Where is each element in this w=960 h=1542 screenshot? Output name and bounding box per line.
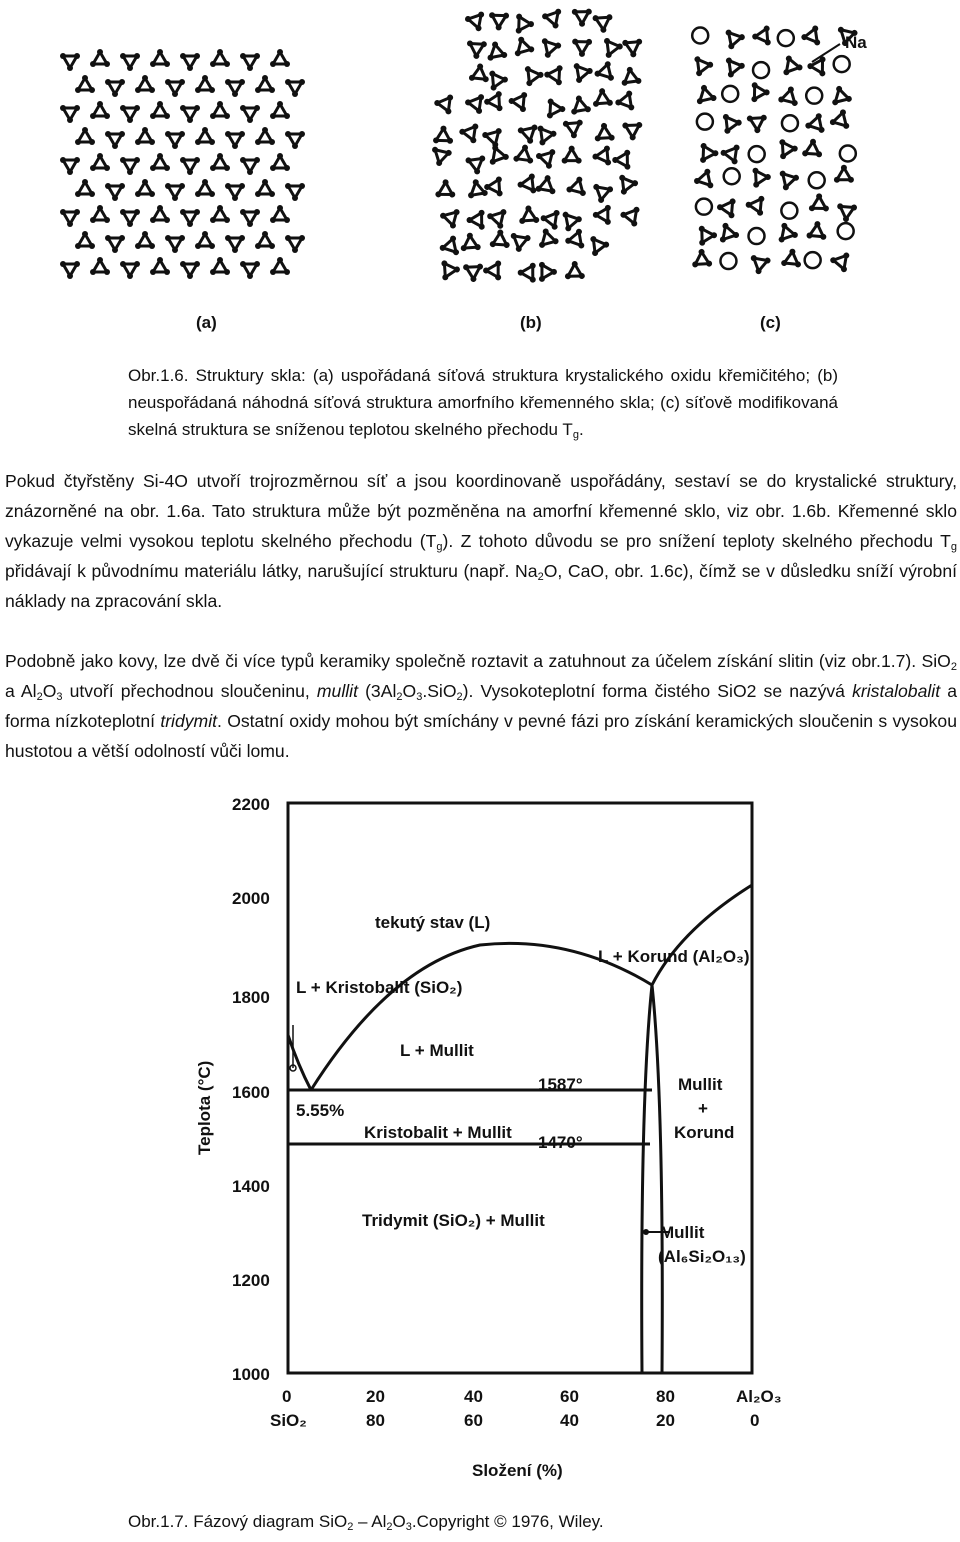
tetrahedron-unit xyxy=(464,93,489,117)
tetrahedron-unit xyxy=(829,108,856,135)
tetrahedron-unit xyxy=(429,146,453,168)
tetrahedron-unit xyxy=(745,195,771,220)
tetrahedron-unit xyxy=(776,86,799,110)
sodium-ion xyxy=(722,86,738,102)
tetrahedron-unit xyxy=(75,231,95,249)
region-cristobalite-mullite: Kristobalit + Mullit xyxy=(364,1123,512,1142)
tetrahedron-unit xyxy=(535,173,558,194)
tetrahedron-unit xyxy=(694,54,714,76)
tetrahedron-unit xyxy=(210,257,230,275)
tetrahedron-unit xyxy=(544,64,563,85)
sodium-label: Na xyxy=(845,33,867,52)
tetrahedron-unit xyxy=(592,87,617,113)
tetrahedron-unit xyxy=(614,89,641,116)
tetrahedron-unit xyxy=(780,248,806,275)
tetrahedron-unit xyxy=(485,40,508,61)
tetrahedron-unit xyxy=(165,183,185,201)
tetrahedron-unit xyxy=(590,122,616,149)
tetrahedron-unit xyxy=(150,257,170,275)
y-tick-2000: 2000 xyxy=(232,889,270,908)
panel-label-c: (c) xyxy=(760,313,781,332)
tetrahedron-unit xyxy=(462,178,489,205)
tetrahedron-unit xyxy=(612,169,639,195)
tetrahedron-unit xyxy=(60,157,80,175)
tetrahedron-unit xyxy=(439,208,463,231)
sodium-ion xyxy=(782,115,798,131)
tetrahedron-unit xyxy=(270,257,290,275)
tetrahedron-unit xyxy=(778,52,803,76)
tetrahedron-unit xyxy=(75,127,95,145)
tetrahedron-unit xyxy=(255,127,275,145)
region-liquid-cristobalite: L + Kristobalit (SiO₂) xyxy=(296,978,463,997)
tetrahedron-unit xyxy=(105,79,125,97)
tetrahedron-unit xyxy=(517,124,540,146)
figure-1-7-caption: Obr.1.7. Fázový diagram $SiO_2 - Al_2O_3.Copyright$ © 1976, Wiley. xyxy=(128,1512,604,1533)
tetrahedron-unit xyxy=(105,183,125,201)
tetrahedron-unit xyxy=(562,146,582,164)
tetrahedron-unit xyxy=(433,94,458,118)
tetrahedron-unit xyxy=(195,179,215,197)
tetrahedron-unit xyxy=(240,157,260,175)
tetrahedron-unit xyxy=(744,78,770,103)
tetrahedron-unit xyxy=(464,149,490,176)
tetrahedron-unit xyxy=(806,52,832,78)
tetrahedron-unit xyxy=(801,138,827,165)
tetrahedron-unit xyxy=(565,175,592,202)
tetrahedron-unit xyxy=(720,144,745,168)
tetrahedron-unit xyxy=(225,79,245,97)
tetrahedron-unit xyxy=(511,34,535,57)
tetrahedron-unit xyxy=(594,58,618,81)
sodium-ion xyxy=(778,30,794,46)
tetrahedron-unit xyxy=(468,62,494,89)
tetrahedron-unit xyxy=(165,131,185,149)
glass-structures-figure xyxy=(0,0,960,340)
random-glass-network xyxy=(429,6,648,286)
tetrahedron-unit xyxy=(120,157,140,175)
y-tick-1200: 1200 xyxy=(232,1271,270,1290)
sodium-ion xyxy=(697,114,713,130)
tetrahedron-unit xyxy=(439,233,464,256)
tetrahedron-unit xyxy=(75,75,95,93)
tetrahedron-unit xyxy=(834,165,854,183)
tetrahedron-unit xyxy=(713,222,740,249)
tetrahedron-unit xyxy=(466,34,491,60)
tetrahedron-unit xyxy=(90,153,110,171)
tetrahedron-unit xyxy=(485,206,507,230)
tetrahedron-unit xyxy=(539,262,557,282)
paragraph-ceramic-alloys: Podobně jako kovy, lze dvě či více typů keramiky společně roztavit a zatuhnout za účelem získání slitin (viz obr.1.7). SiO$_2$ a $Al_2O_3$ utvoří přechodnou sloučeninu, mullit $(3Al_2O_3.SiO_2)$. Vysokoteplotní forma čistého SiO2 se nazývá kristalobalit a forma nízkoteplotní tridymit. Ostatní oxidy mohou být smíchány v pevné fázi pro získání keramických sloučenin s vysokou hustotou a větší odolností vůči lomu. xyxy=(5,651,957,761)
tetrahedron-unit xyxy=(120,53,140,71)
y-tick-2200: 2200 xyxy=(232,795,270,814)
tetrahedron-unit xyxy=(525,65,545,87)
x-tick-bottom-60: 60 xyxy=(464,1411,483,1430)
tetrahedron-unit xyxy=(752,167,771,188)
sodium-ion xyxy=(692,27,708,43)
tetrahedron-unit xyxy=(616,66,642,93)
x-tick-top-20: 20 xyxy=(366,1387,385,1406)
tetrahedron-unit xyxy=(721,29,746,53)
tetrahedron-unit xyxy=(105,131,125,149)
sodium-ion xyxy=(720,253,736,269)
tetrahedron-unit xyxy=(508,91,528,112)
tetrahedron-unit xyxy=(60,209,80,227)
tetrahedron-unit xyxy=(165,79,185,97)
eutectic-composition: 5.55% xyxy=(296,1101,345,1120)
tetrahedron-unit xyxy=(593,205,611,225)
tetrahedron-unit xyxy=(537,37,562,60)
tetrahedron-unit xyxy=(90,205,110,223)
tetrahedron-unit xyxy=(240,261,260,279)
x-tick-top-al2o3: Al₂O₃ xyxy=(736,1387,782,1406)
tetrahedron-unit xyxy=(572,9,592,27)
tetrahedron-unit xyxy=(803,220,828,246)
tetrahedron-unit xyxy=(270,153,290,171)
tetrahedron-unit xyxy=(165,235,185,253)
x-tick-top-60: 60 xyxy=(560,1387,579,1406)
tetrahedron-unit xyxy=(518,205,539,224)
sodium-ion xyxy=(749,146,765,162)
tetrahedron-unit xyxy=(743,108,768,134)
tetrahedron-unit xyxy=(120,261,140,279)
tetrahedron-unit xyxy=(512,143,538,170)
tetrahedron-unit xyxy=(120,209,140,227)
tetrahedron-unit xyxy=(534,146,556,170)
tetrahedron-unit xyxy=(573,61,594,84)
tetrahedron-unit xyxy=(225,131,245,149)
tetrahedron-unit xyxy=(210,49,230,67)
tetrahedron-unit xyxy=(240,53,260,71)
tetrahedron-unit xyxy=(270,101,290,119)
tetrahedron-unit xyxy=(751,24,778,50)
x-tick-bottom-20: 20 xyxy=(656,1411,675,1430)
tetrahedron-unit xyxy=(90,49,110,67)
tetrahedron-unit xyxy=(693,139,719,164)
tetrahedron-unit xyxy=(75,179,95,197)
tetrahedron-unit xyxy=(180,209,200,227)
tetrahedron-unit xyxy=(621,32,647,59)
tetrahedron-unit xyxy=(464,6,491,33)
tetrahedron-unit xyxy=(591,183,614,204)
tetrahedron-unit xyxy=(60,53,80,71)
sodium-ion xyxy=(834,56,850,72)
tetrahedron-unit xyxy=(748,255,771,276)
tetrahedron-unit xyxy=(540,94,566,119)
cristobalite-liquidus xyxy=(288,1035,311,1090)
x-tick-bottom-40: 40 xyxy=(560,1411,579,1430)
tetrahedron-unit xyxy=(484,91,503,112)
x-axis-label: Složení (%) xyxy=(472,1461,563,1480)
label-mullite-formula: (Al₆Si₂O₁₃) xyxy=(658,1247,746,1266)
tetrahedron-unit xyxy=(150,49,170,67)
tetrahedron-unit xyxy=(240,105,260,123)
phase-diagram xyxy=(180,780,800,1490)
tetrahedron-unit xyxy=(531,120,558,146)
tetrahedron-unit xyxy=(195,127,215,145)
tetrahedron-unit xyxy=(716,193,743,219)
tetrahedron-unit xyxy=(210,153,230,171)
sodium-ion xyxy=(753,62,769,78)
tetrahedron-unit xyxy=(692,221,718,247)
tetrahedron-unit xyxy=(434,255,461,281)
tetrahedron-unit xyxy=(694,83,718,105)
tetrahedron-unit xyxy=(195,75,215,93)
tetrahedron-unit xyxy=(459,257,484,283)
tetrahedron-unit xyxy=(774,220,799,244)
sodium-ion xyxy=(749,228,765,244)
tetrahedron-unit xyxy=(255,179,275,197)
region-tridymite-mullite: Tridymit (SiO₂) + Mullit xyxy=(362,1211,545,1230)
region-mullite-corundum-3: Korund xyxy=(674,1123,735,1142)
tetrahedron-unit xyxy=(105,235,125,253)
x-tick-bottom-sio2: SiO₂ xyxy=(270,1411,307,1430)
panel-label-b: (b) xyxy=(520,313,542,332)
sodium-ion xyxy=(696,199,712,215)
region-mullite-corundum-1: Mullit xyxy=(678,1075,723,1094)
tetrahedron-unit xyxy=(565,94,592,121)
sodium-ion xyxy=(809,172,825,188)
tetrahedron-unit xyxy=(285,131,305,149)
tetrahedron-unit xyxy=(195,231,215,249)
tetrahedron-unit xyxy=(832,196,858,223)
ordered-crystal-lattice xyxy=(60,49,305,279)
tetrahedron-unit xyxy=(804,112,831,139)
y-tick-1800: 1800 xyxy=(232,988,270,1007)
tetrahedron-unit xyxy=(270,205,290,223)
x-tick-bottom-80: 80 xyxy=(366,1411,385,1430)
tetrahedron-unit xyxy=(691,248,716,274)
tetrahedron-unit xyxy=(60,105,80,123)
tetrahedron-unit xyxy=(225,235,245,253)
y-tick-1600: 1600 xyxy=(232,1083,270,1102)
tetrahedron-unit xyxy=(135,179,155,197)
tetrahedron-unit xyxy=(809,193,829,211)
figure-1-6-caption: Obr.1.6. Struktury skla: (a) uspořádaná síťová struktura krystalického oxidu křemičitého; (b) neuspořádaná náhodná síťová struktura amorfního křemenného skla; (c) síťově modifikovaná skelná struktura se sníženou teplotou skelného přechodu $T_g$. xyxy=(128,366,838,441)
tetrahedron-unit xyxy=(564,228,591,255)
tetrahedron-unit xyxy=(433,125,454,144)
tetrahedron-unit xyxy=(210,205,230,223)
tetrahedron-unit xyxy=(779,167,801,191)
sodium-ion xyxy=(781,203,797,219)
y-tick-1000: 1000 xyxy=(232,1365,270,1384)
tetrahedron-unit xyxy=(489,144,510,167)
tetrahedron-unit xyxy=(540,6,561,29)
tetrahedron-unit xyxy=(726,56,747,78)
paragraph-glass-transition: Pokud čtyřstěny Si-4O utvoří trojrozměrnou síť a jsou koordinovaně uspořádány, sestaví se do krystalické struktury, znázorněné na obr. 1.6a. Tato struktura může být pozměněna na amorfní křemenné sklo, viz obr. 1.6b. Křemenné sklo vykazuje velmi vysokou teplotu skelného přechodu $(T_g)$. Z tohoto důvodu se pro snížení teploty skelného přechodu $T_g$ přidávají k původnímu materiálu látky, narušující strukturu (např. $Na_2O$, CaO, obr. 1.6c), čímž se v důsledku sníží výrobní náklady na zpracování skla. xyxy=(5,471,957,611)
tetrahedron-unit xyxy=(180,261,200,279)
tetrahedron-unit xyxy=(135,127,155,145)
tetrahedron-unit xyxy=(800,25,821,47)
tetrahedron-unit xyxy=(509,13,535,39)
sodium-ion xyxy=(838,223,854,239)
tetrahedron-unit xyxy=(460,232,481,251)
corundum-liquidus xyxy=(652,885,752,985)
tetrahedron-unit xyxy=(90,257,110,275)
tetrahedron-unit xyxy=(270,49,290,67)
tetrahedron-unit xyxy=(285,183,305,201)
x-tick-top-80: 80 xyxy=(656,1387,675,1406)
tetrahedron-unit xyxy=(60,261,80,279)
mullite-right-boundary xyxy=(652,985,662,1373)
tetrahedron-unit xyxy=(829,84,853,106)
tetrahedron-unit xyxy=(779,138,798,159)
sodium-ion xyxy=(724,168,740,184)
mullite-left-boundary xyxy=(642,985,652,1373)
tetrahedron-unit xyxy=(611,149,637,175)
tetrahedron-unit xyxy=(180,157,200,175)
tetrahedron-unit xyxy=(489,69,509,90)
tetrahedron-unit xyxy=(590,234,610,256)
tetrahedron-unit xyxy=(489,12,510,31)
tetrahedron-unit xyxy=(150,205,170,223)
tetrahedron-unit xyxy=(482,259,508,285)
tetrahedron-unit xyxy=(285,79,305,97)
panel-label-a: (a) xyxy=(196,313,217,332)
x-tick-top-40: 40 xyxy=(464,1387,483,1406)
region-mullite-corundum-2: + xyxy=(698,1099,708,1118)
tetrahedron-unit xyxy=(717,113,743,138)
tetrahedron-unit xyxy=(120,105,140,123)
tetrahedron-unit xyxy=(150,101,170,119)
tetrahedron-unit xyxy=(517,258,543,284)
temperature-1470: 1470° xyxy=(538,1133,583,1152)
sodium-ion xyxy=(840,146,856,162)
tetrahedron-unit xyxy=(620,206,645,230)
tetrahedron-unit xyxy=(434,178,460,204)
tetrahedron-unit xyxy=(285,235,305,253)
tetrahedron-unit xyxy=(135,231,155,249)
tetrahedron-unit xyxy=(562,113,588,140)
tetrahedron-unit xyxy=(255,231,275,249)
sodium-ion xyxy=(805,252,821,268)
y-axis-label: Teplota (°C) xyxy=(195,1060,214,1155)
y-tick-1400: 1400 xyxy=(232,1177,270,1196)
tetrahedron-unit xyxy=(180,105,200,123)
tetrahedron-unit xyxy=(240,209,260,227)
x-tick-bottom-0: 0 xyxy=(750,1411,760,1430)
region-liquid-corundum: L + Korund (Al₂O₃) xyxy=(598,947,750,966)
tetrahedron-unit xyxy=(150,153,170,171)
tetrahedron-unit xyxy=(135,75,155,93)
tetrahedron-unit xyxy=(458,123,483,147)
tetrahedron-unit xyxy=(90,101,110,119)
tetrahedron-unit xyxy=(571,32,596,58)
temperature-1587: 1587° xyxy=(538,1075,583,1094)
tetrahedron-unit xyxy=(255,75,275,93)
tetrahedron-unit xyxy=(508,233,531,254)
tetrahedron-unit xyxy=(465,209,491,235)
region-liquid-mullite: L + Mullit xyxy=(400,1041,474,1060)
tetrahedron-unit xyxy=(693,166,718,189)
tetrahedron-unit xyxy=(225,183,245,201)
region-liquid: tekutý stav (L) xyxy=(375,913,491,932)
tetrahedron-unit xyxy=(604,36,624,58)
modified-glass-network xyxy=(691,24,858,275)
tetrahedron-unit xyxy=(486,228,511,254)
tetrahedron-unit xyxy=(210,101,230,119)
tetrahedron-unit xyxy=(618,115,643,141)
tetrahedron-unit xyxy=(829,247,856,274)
tetrahedron-unit xyxy=(591,7,617,34)
label-mullite: Mullit xyxy=(660,1223,705,1242)
mullite-pointer-dot xyxy=(643,1229,649,1235)
tetrahedron-unit xyxy=(564,260,589,286)
x-tick-top-0: 0 xyxy=(282,1387,292,1406)
tetrahedron-unit xyxy=(180,53,200,71)
sodium-ion xyxy=(806,88,822,104)
